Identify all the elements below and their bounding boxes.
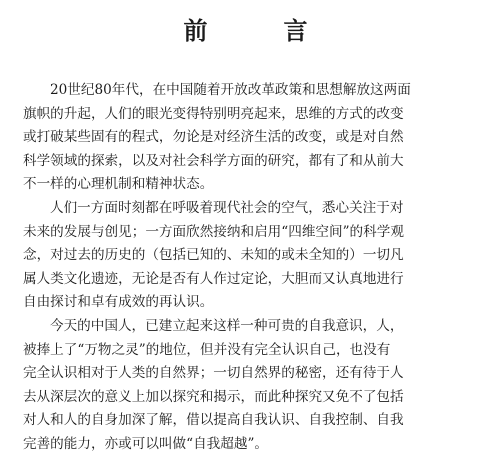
text-line: 被捧上了“万物之灵”的地位，但并没有完全认识自己，也没有 bbox=[23, 341, 391, 358]
text-line: 自由探讨和卓有成效的再认识。 bbox=[23, 294, 214, 311]
text-line: 属人类文化遗迹，无论是否有人作过定论，大胆而又认真地进行 bbox=[23, 270, 404, 287]
text-line: 今天的中国人，已建立起来这样一种可贵的自我意识，人， bbox=[50, 317, 404, 334]
text-line: 对人和人的自身加深了解，借以提高自我认识、自我控制、自我 bbox=[23, 412, 404, 429]
text-line: 旗帜的升起，人们的眼光变得特别明亮起来，思维的方式的改变 bbox=[23, 105, 404, 122]
text-line: 完全认识相对于人类的自然界；一切自然界的秘密，还有待于人 bbox=[23, 365, 404, 382]
text-line: 或打破某些固有的程式，勿论是对经济生活的改变，或是对自然 bbox=[23, 129, 404, 146]
text-line: 念，对过去的历史的（包括已知的、未知的或未全知的）一切凡 bbox=[23, 247, 404, 264]
text-line: 20世纪80年代，在中国随着开放改革政策和思想解放这两面 bbox=[50, 82, 411, 98]
text-line: 去从深层次的意义上加以探究和揭示，而此种探究又免不了包括 bbox=[23, 388, 404, 405]
text-line: 科学领域的探索，以及对社会科学方面的研究，都有了和从前大 bbox=[23, 152, 404, 169]
page-title: 前 言 bbox=[183, 16, 334, 45]
text-line: 人们一方面时刻都在呼吸着现代社会的空气，悉心关注于对 bbox=[50, 199, 404, 216]
body-text bbox=[23, 79, 475, 457]
text-line: 不一样的心理机制和精神状态。 bbox=[23, 176, 214, 193]
text-line: 未来的发展与创见；一方面欣然接纳和启用“四维空间”的科学观 bbox=[23, 223, 404, 240]
text-line: 完善的能力，亦或可以叫做“自我超越”。 bbox=[23, 435, 268, 452]
